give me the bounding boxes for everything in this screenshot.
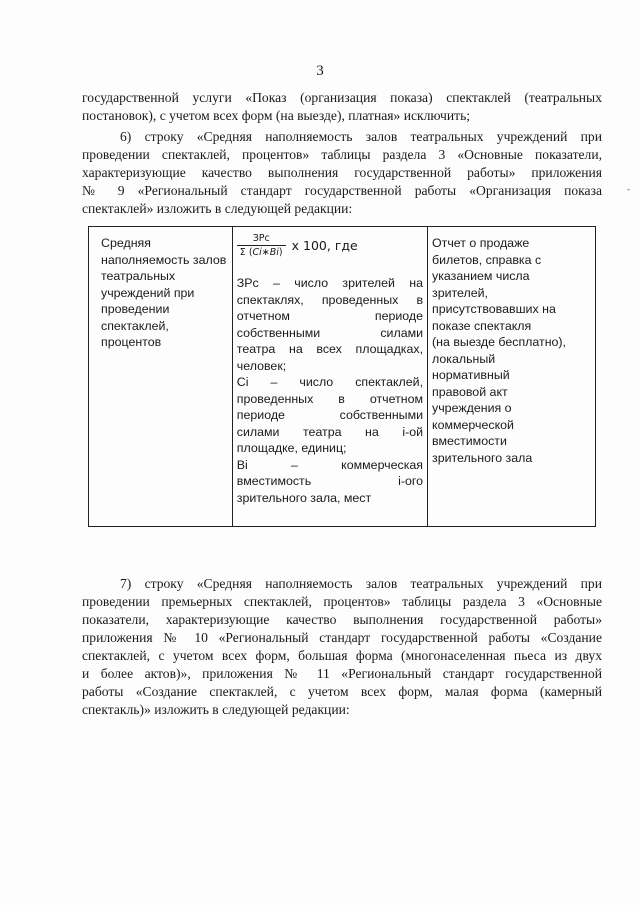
table-row <box>89 227 596 527</box>
text-line: показатели, характеризующие качество выполнения государственной работы» <box>82 612 602 627</box>
formula-denominator <box>237 245 286 259</box>
cell-line: Средняя <box>101 236 151 250</box>
cell-line: билетов, справка с <box>432 252 542 267</box>
formula-numerator: ЗРс <box>252 233 270 244</box>
cell-line: процентов <box>101 335 162 349</box>
cell-line: учреждения о <box>432 401 512 415</box>
text-line: постановок), с учетом всех форм (на выезде), платная» исключить; <box>82 108 471 123</box>
cell-line: наполняемость залов <box>101 252 227 267</box>
cell-line: спектаклей, <box>101 318 169 333</box>
formula <box>237 233 423 259</box>
denominator-close: ) <box>278 247 283 258</box>
text-line: проведении премьерных спектаклей, процентов» таблицы раздела 3 «Основные <box>82 594 602 609</box>
text-line: 6) строку «Средняя наполняемость залов театральных учреждений при <box>120 129 602 144</box>
cell-line: вместимости <box>432 434 507 448</box>
text-line: приложения № 10 «Региональный стандарт государственной работы «Создание <box>82 630 602 645</box>
cell-line: Bi – коммерческая <box>236 457 424 472</box>
denominator-expression: Ci∗Bi <box>252 247 279 258</box>
text-line: 7) строку «Средняя наполняемость залов театральных учреждений при <box>120 576 602 591</box>
text-line: спектакль)» изложить в следующей редакции: <box>82 702 350 717</box>
cell-line: театра на всех площадках, <box>236 342 424 356</box>
source-cell <box>428 227 596 527</box>
cell-line: правовой акт <box>432 384 508 399</box>
text-line: государственной услуги «Показ (организация показа) спектаклей (театральных <box>82 90 602 105</box>
text-line: проведении спектаклей, процентов» таблицы раздела 3 «Основные показатели, <box>82 147 602 162</box>
cell-line: нормативный <box>432 368 510 382</box>
cell-line: зрительного зала <box>432 450 533 465</box>
paragraph-item-6 <box>82 128 602 218</box>
page-number: 3 <box>316 63 324 79</box>
cell-line: собственными силами <box>236 325 424 340</box>
cell-line: силами театра на i-ой <box>236 424 424 439</box>
indicator-table <box>88 226 596 527</box>
formula-cell <box>232 227 427 527</box>
cell-line: локальный <box>432 351 496 366</box>
cell-line: человек; <box>236 358 287 373</box>
cell-line: театральных <box>101 269 176 283</box>
cell-line: зрительного зала, мест <box>236 490 372 505</box>
cell-line: отчетном периоде <box>236 309 424 323</box>
text-line: № 9 «Региональный стандарт государственной работы «Организация показа <box>82 183 602 198</box>
text-line: и более актов)», приложения № 11 «Региональный стандарт государственной <box>82 666 602 681</box>
text-line: спектаклей» изложить в следующей редакции: <box>82 201 353 216</box>
cell-line: ЗРс – число зрителей на <box>236 276 424 290</box>
cell-line: периоде собственными <box>236 408 424 422</box>
cell-line: проведенных в отчетном <box>236 391 424 406</box>
cell-line: Ci – число спектаклей, <box>236 375 424 389</box>
cell-line: показе спектакля <box>432 318 532 333</box>
cell-line: площадке, единиц; <box>236 441 347 455</box>
cell-line: Отчет о продаже <box>432 236 530 250</box>
paragraph-item-7 <box>82 575 602 719</box>
margin-mark: - <box>627 184 630 194</box>
cell-line: указанием числа <box>432 269 530 283</box>
cell-line: учреждений при <box>101 285 195 300</box>
formula-fraction <box>237 233 286 259</box>
paragraph-intro <box>82 89 602 125</box>
cell-line: присутствовавших на <box>432 302 556 316</box>
indicator-name-cell <box>89 227 233 527</box>
formula-tail: х 100, где <box>291 237 358 253</box>
cell-line: спектаклях, проведенных в <box>236 292 424 307</box>
text-line: спектаклей, с учетом всех форм, большая форма (многонаселенная пьеса из двух <box>82 648 602 663</box>
cell-line: проведении <box>101 302 170 316</box>
cell-line: коммерческой <box>432 417 514 432</box>
sum-sign: Σ ( <box>239 247 253 258</box>
text-line: работы «Создание спектаклей, с учетом всех форм, малая форма (камерный <box>82 684 602 699</box>
cell-line: зрителей, <box>432 285 489 300</box>
cell-line: (на выезде бесплатно), <box>432 335 566 349</box>
cell-line: вместимость i-ого <box>236 474 424 488</box>
text-line: характеризующие качество выполнения государственной работы» приложения <box>82 165 602 180</box>
